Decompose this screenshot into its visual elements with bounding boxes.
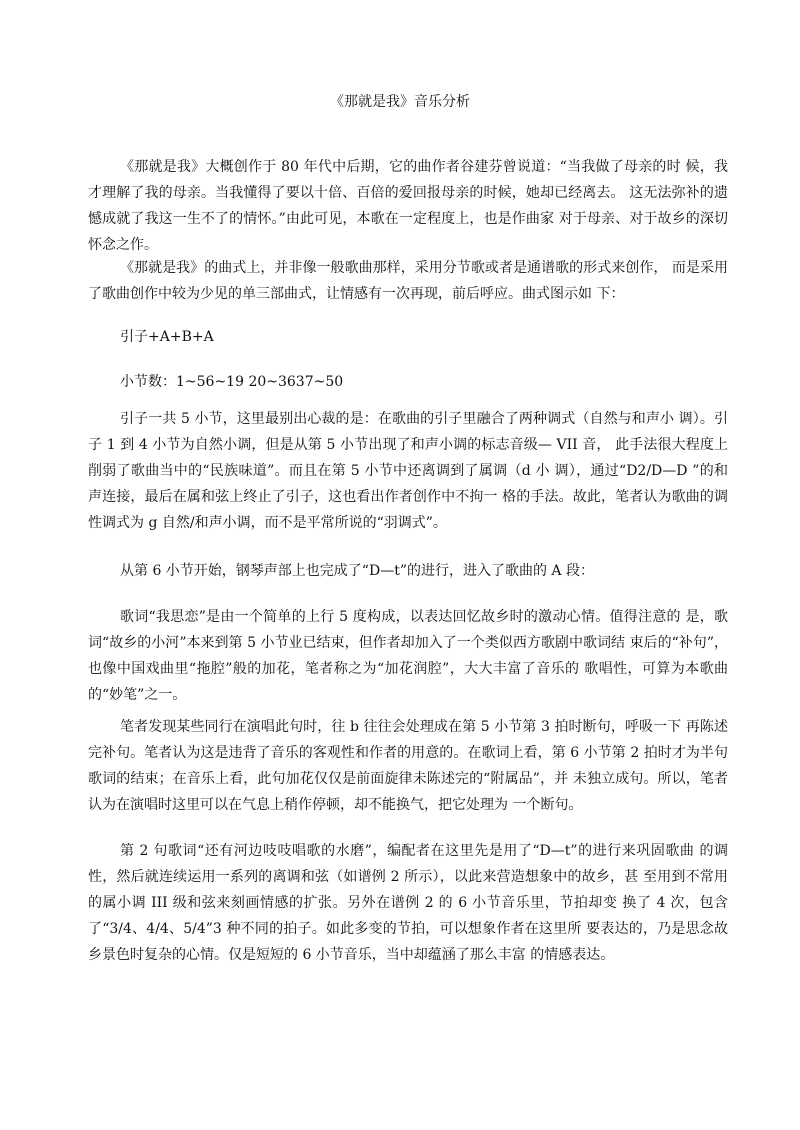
document-title: 《那就是我》音乐分析 xyxy=(330,94,470,110)
paragraph-performance-note: 笔者发现某些同行在演唱此句时，往 b 往往会处理成在第 5 小节第 3 拍时断句，呼吸一下 再陈述完补句。笔者认为这是违背了音乐的客观性和作者的用意的。在歌词上看，第 6 小节第 2 拍时才为半句歌词的结束；在音乐上看，此句加花仅仅是前面旋律未陈述完的“附属品”，并 未独立成句。所以，笔者认为在演唱时这里可以在气息上稍作停顿，却不能换气，把它处理为 一个断句。 xyxy=(88,719,728,813)
paragraph-introduction-analysis: 引子一共 5 小节，这里最别出心裁的是：在歌曲的引子里融合了两种调式（自然与和声小 调）。引子 1 到 4 小节为自然小调，但是从第 5 小节出现了和声小调的标志音级— VII 音， 此手法很大程度上削弱了歌曲当中的“民族味道”。而且在第 5 小节中还离调到了属调（d 小 调），通过“D2/D—D ”的和声连接，最后在属和弦上终止了引子，这也看出作者创作中不拘一 格的手法。故此，笔者认为歌曲的调性调式为 g 自然/和声小调，而不是平常所说的“羽调式”。 xyxy=(88,411,728,531)
paragraph-second-phrase: 第 2 句歌词“还有河边吱吱唱歌的水磨”，编配者在这里先是用了“D—t”的进行来巩固歌曲 的调性，然后就连续运用一系列的离调和弦（如谱例 2 所示），以此来营造想象中的故乡，甚 至用到不常用的属小调 III 级和弦来刻画情感的扩张。另外在谱例 2 的 6 小节音乐里，节拍却变 换了 4 次，包含了“3/4、4/4、5/4”3 种不同的拍子。如此多变的节拍，可以想象作者在这里所 要表达的，乃是思念故乡景色时复杂的心情。仅是短短的 6 小节音乐，当中却蕴涵了那么丰富 的情感表达。 xyxy=(88,843,728,963)
form-diagram: 引子+A+B+A xyxy=(120,329,214,345)
paragraph-section-a-start: 从第 6 小节开始，钢琴声部上也完成了“D—t”的进行，进入了歌曲的 A 段： xyxy=(120,563,594,579)
paragraph-lyrics-analysis: 歌词“我思恋”是由一个简单的上行 5 度构成，以表达回忆故乡时的激动心情。值得注意的 是，歌词“故乡的小河”本来到第 5 小节业已结束，但作者却加入了一个类似西方歌剧中歌词结 束后的“补句”，也像中国戏曲里“拖腔”般的加花，笔者称之为“加花润腔”，大大丰富了音乐的 歌唱性，可算为本歌曲的“妙笔”之一。 xyxy=(88,609,728,703)
paragraph-form: 《那就是我》的曲式上，并非像一般歌曲那样，采用分节歌或者是通谱歌的形式来创作， 而是采用了歌曲创作中较为少见的单三部曲式，让情感有一次再现，前后呼应。曲式图示如 下： xyxy=(88,260,728,302)
paragraph-intro: 《那就是我》大概创作于 80 年代中后期，它的曲作者谷建芬曾说道：“当我做了母亲的时 候，我才理解了我的母亲。当我懂得了要以十倍、百倍的爱回报母亲的时候，她却已经离去。 这无法弥补的遗憾成就了我这一生不了的情怀。”由此可见，本歌在一定程度上，也是作曲家 对于母亲、对于故乡的深切怀念之作。 xyxy=(88,159,728,253)
bar-numbers: 小节数：1~56~19 20~3637~50 xyxy=(120,374,344,390)
